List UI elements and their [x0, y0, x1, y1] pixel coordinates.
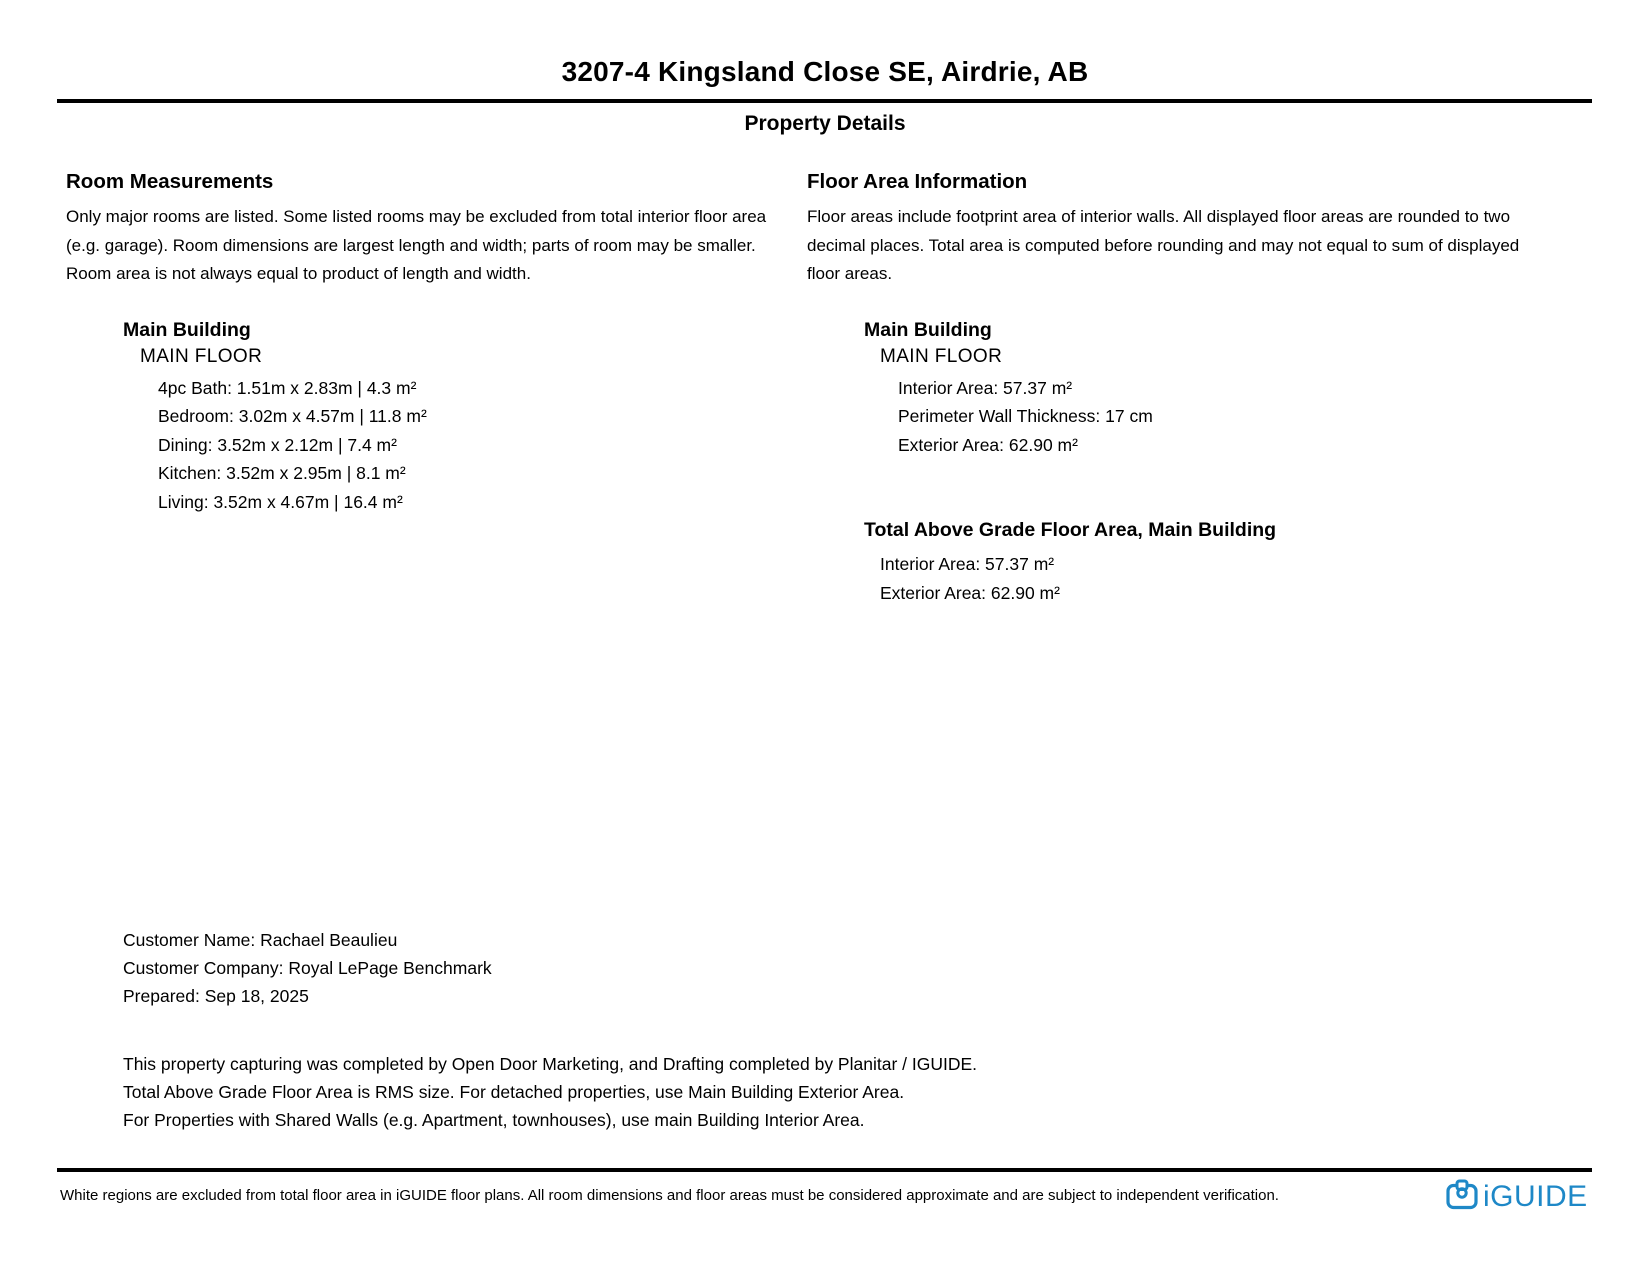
title-divider [57, 99, 1592, 103]
floor-name: MAIN FLOOR [140, 345, 263, 367]
room-item: Kitchen: 3.52m x 2.95m | 8.1 m² [158, 463, 406, 483]
room-item: 4pc Bath: 1.51m x 2.83m | 4.3 m² [158, 377, 417, 398]
page-title: 3207-4 Kingsland Close SE, Airdrie, AB [561, 56, 1089, 87]
total-area-item: Exterior Area: 62.90 m² [880, 582, 1060, 603]
notes [123, 1050, 1543, 1134]
prepared-date-line: Prepared: Sep 18, 2025 [123, 986, 309, 1006]
customer-company-line: Customer Company: Royal LePage Benchmark [123, 958, 492, 978]
footer-divider [57, 1168, 1592, 1172]
floor-area-heading: Floor Area Information [807, 170, 1028, 193]
floor-name: MAIN FLOOR [880, 345, 1003, 367]
customer-info [123, 926, 1323, 1010]
total-area-item: Interior Area: 57.37 m² [880, 554, 1055, 574]
iguide-logo-text: iGUIDE [1483, 1180, 1588, 1213]
room-item: Bedroom: 3.02m x 4.57m | 11.8 m² [158, 406, 427, 426]
floor-area-building [807, 319, 1523, 460]
room-measurements-building [66, 319, 778, 517]
room-measurements-section [66, 170, 778, 516]
camera-icon [1446, 1179, 1478, 1215]
area-item: Perimeter Wall Thickness: 17 cm [898, 406, 1153, 426]
building-name: Main Building [864, 318, 992, 341]
area-item: Interior Area: 57.37 m² [898, 377, 1073, 398]
footer-disclaimer: White regions are excluded from total floor area in iGUIDE floor plans. All room dimensions and floor areas must be considered approximate and are subject to independent verification. [60, 1187, 1279, 1204]
area-item: Exterior Area: 62.90 m² [898, 434, 1078, 455]
floor-area-description: Floor areas include footprint area of interior walls. All displayed floor areas are rounded to two decimal places. Total area is computed before rounding and may not equal to sum of displayed floor areas. [807, 207, 1520, 283]
room-item: Dining: 3.52m x 2.12m | 7.4 m² [158, 434, 397, 455]
total-area-section [807, 519, 1523, 607]
total-area-heading: Total Above Grade Floor Area, Main Building [864, 519, 1277, 541]
page-subtitle: Property Details [744, 112, 906, 135]
note-line: This property capturing was completed by Open Door Marketing, and Drafting completed by Planitar / IGUIDE. [123, 1054, 978, 1074]
customer-name-line: Customer Name: Rachael Beaulieu [123, 930, 398, 950]
note-line: Total Above Grade Floor Area is RMS size. For detached properties, use Main Building Exterior Area. [123, 1082, 905, 1102]
room-measurements-heading: Room Measurements [66, 170, 274, 193]
note-line: For Properties with Shared Walls (e.g. Apartment, townhouses), use main Building Interior Area. [123, 1110, 865, 1130]
room-measurements-description: Only major rooms are listed. Some listed rooms may be excluded from total interior floor area (e.g. garage). Room dimensions are largest length and width; parts of room may be smaller. Room area is not always equal to product of length and width. [66, 207, 767, 283]
building-name: Main Building [123, 318, 251, 341]
floor-area-section [807, 170, 1523, 607]
room-list [158, 374, 778, 517]
total-area-list [880, 550, 1523, 607]
iguide-logo [1446, 1179, 1588, 1215]
room-item: Living: 3.52m x 4.67m | 16.4 m² [158, 491, 403, 512]
area-list [898, 374, 1523, 460]
